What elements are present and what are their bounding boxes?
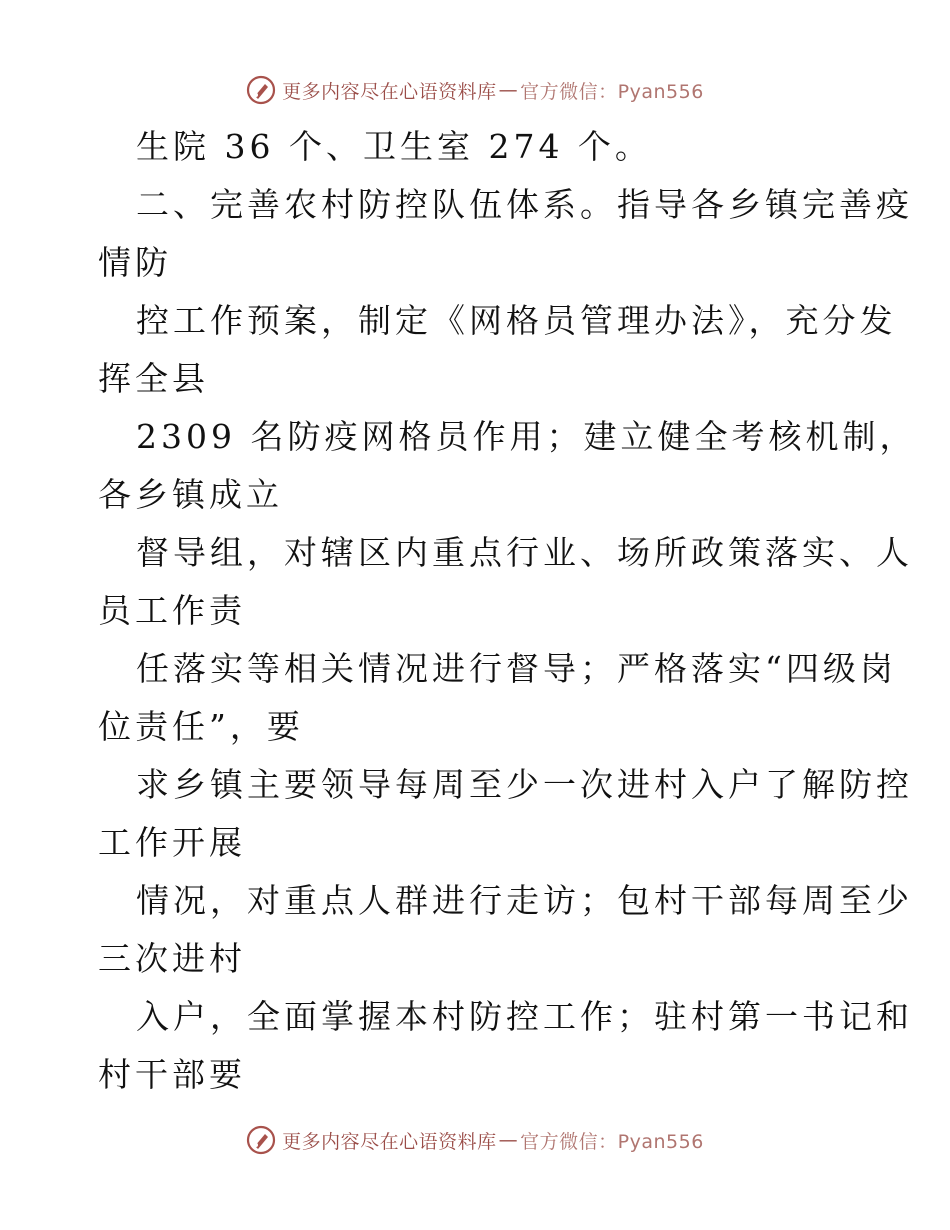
text-line: 位责任”，要 [98,707,304,746]
text-line: 挥全县 [98,359,209,398]
text-line: 控工作预案，制定《网格员管理办法》，充分发 [136,301,897,340]
footer-watermark [0,1122,950,1158]
text-line: 求乡镇主要领导每周至少一次进村入户了解防控 [136,765,913,804]
watermark-dash: — [498,1129,519,1151]
watermark-text: 更多内容尽在心语资料库 [282,80,497,103]
watermark-wechat: 官方微信：Pyan556 [520,80,704,103]
text-line: 员工作责 [98,591,246,630]
text-line: 三次进村 [98,939,246,978]
text-line: 工作开展 [98,823,246,862]
text-line: 情况，对重点人群进行走访；包村干部每周至少 [136,881,913,920]
document-body [98,118,917,1104]
header-watermark [0,72,950,108]
text-line: 情防 [98,243,172,282]
pen-logo-icon [246,1125,276,1155]
watermark-wechat: 官方微信：Pyan556 [520,1130,704,1153]
text-line: 2309 名防疫网格员作用；建立健全考核机制， [136,417,917,456]
text-line: 入户，全面掌握本村防控工作；驻村第一书记和 [136,997,913,1036]
watermark-text: 更多内容尽在心语资料库 [282,1130,497,1153]
text-line: 各乡镇成立 [98,475,283,514]
watermark-dash: — [498,79,519,101]
pen-logo-icon [246,75,276,105]
text-line: 村干部要 [98,1055,246,1094]
text-line: 督导组，对辖区内重点行业、场所政策落实、人 [136,533,913,572]
text-line: 任落实等相关情况进行督导；严格落实“四级岗 [136,649,897,688]
text-line: 二、完善农村防控队伍体系。指导各乡镇完善疫 [136,185,913,224]
text-line: 生院 36 个、卫生室 274 个。 [136,127,652,166]
